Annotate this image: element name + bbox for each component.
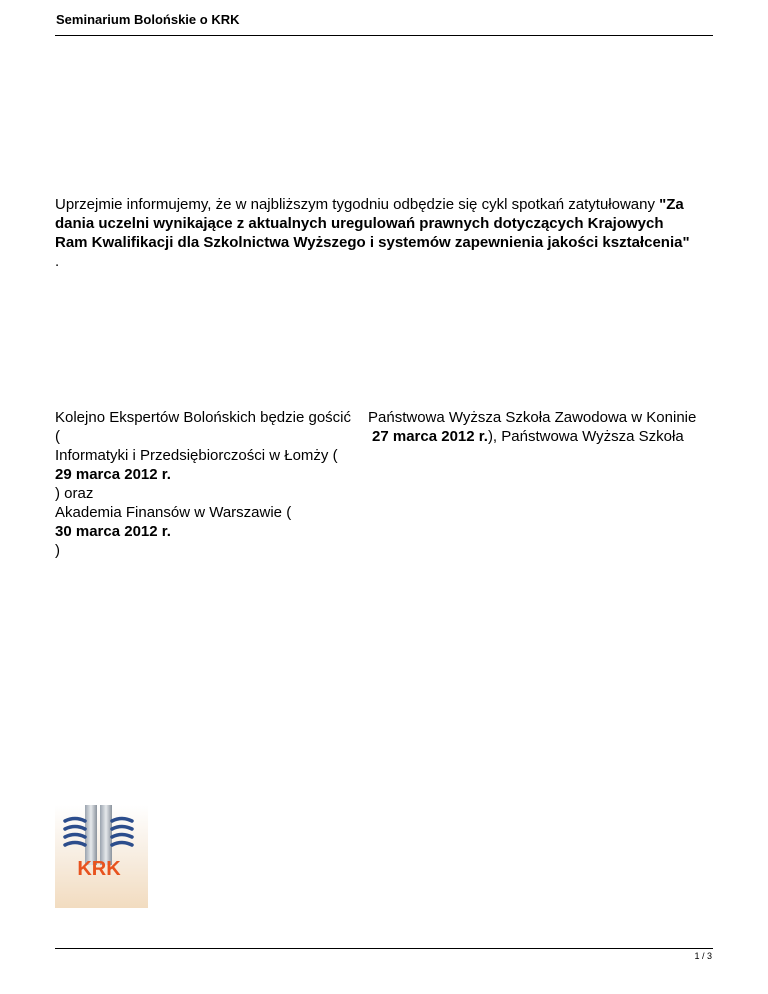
krk-logo-text: KRK bbox=[77, 858, 121, 880]
conjunction-oraz: ) oraz bbox=[55, 485, 94, 502]
seminar-title-part1: "Za bbox=[659, 196, 684, 213]
host-lomza-end: Informatyki i Przedsiębiorczości w Łomży ( bbox=[55, 447, 338, 464]
announcement-end: . bbox=[55, 253, 60, 270]
date-konin: 27 marca 2012 r. bbox=[372, 428, 488, 445]
seminar-title-part3: Ram Kwalifikacji dla Szkolnictwa Wyższego i systemów zapewnienia jakości kształcenia" bbox=[55, 234, 690, 251]
schedule-intro: Kolejno Ekspertów Bolońskich będzie gościć bbox=[55, 409, 351, 426]
date-lomza: 29 marca 2012 r. bbox=[55, 466, 171, 483]
page-number: 1 / 3 bbox=[694, 951, 712, 961]
paren-open-1: ( bbox=[55, 428, 60, 445]
schedule-paragraph bbox=[55, 408, 717, 560]
krk-logo-graphic bbox=[55, 805, 148, 908]
announcement-intro: Uprzejmie informujemy, że w najbliższym tygodniu odbędzie się cykl spotkań zatytułowany bbox=[55, 196, 660, 213]
date-warszawa: 30 marca 2012 r. bbox=[55, 523, 171, 540]
header-divider bbox=[55, 35, 713, 36]
footer-divider bbox=[55, 948, 713, 949]
host-warszawa: Akademia Finansów w Warszawie ( bbox=[55, 504, 292, 521]
announcement-paragraph bbox=[55, 195, 717, 271]
krk-logo bbox=[55, 805, 148, 908]
seminar-title-part2: dania uczelni wynikające z aktualnych uregulowań prawnych dotyczących Krajowych bbox=[55, 215, 664, 232]
page-header-title: Seminarium Bolońskie o KRK bbox=[56, 12, 240, 27]
host-konin: Państwowa Wyższa Szkoła Zawodowa w Koninie bbox=[368, 409, 697, 426]
host-lomza-start: ), Państwowa Wyższa Szkoła bbox=[487, 428, 684, 445]
paren-close: ) bbox=[55, 542, 60, 559]
